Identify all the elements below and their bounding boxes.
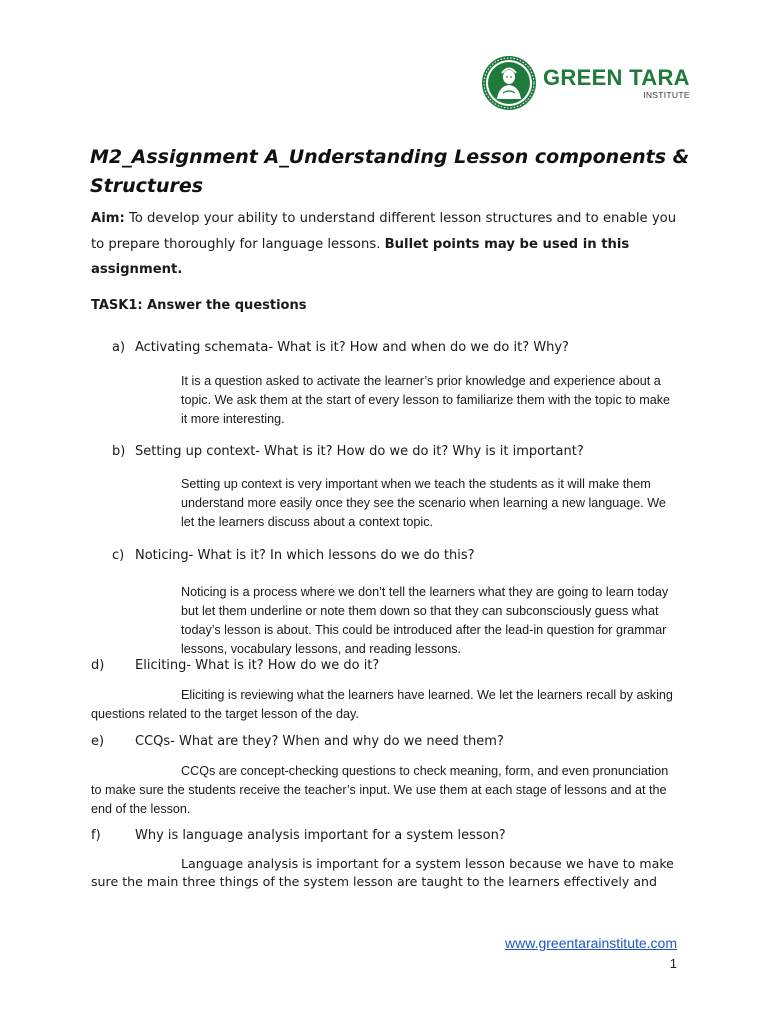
question-label: d): [91, 658, 105, 673]
logo-subtitle: INSTITUTE: [643, 89, 690, 100]
question-a: [112, 339, 569, 357]
page-number: 1: [669, 956, 677, 971]
answer-c: Noticing is a process where we don’t tell the learners what they are going to learn today but let them underline or note them down so that they can subconsciously guess what today’s lesson is about. This could be introduced after the lead-in question for grammar lessons, vocabulary lessons, and reading lessons.: [181, 585, 669, 656]
question-d: [91, 657, 379, 675]
green-tara-emblem-icon: [481, 55, 537, 111]
question-f: [91, 827, 506, 845]
logo-name: GREEN TARA: [543, 64, 690, 90]
question-text: Why is language analysis important for a system lesson?: [135, 828, 506, 843]
answer-a: It is a question asked to activate the learner’s prior knowledge and experience about a topic. We ask them at the start of every lesson to familiarize them with the topic to make it more interesting.: [181, 374, 671, 426]
aim-text: To develop your ability to understand different lesson structures and to enable you to prepare thoroughly for language lessons.: [91, 211, 677, 252]
answer-b: Setting up context is very important when we teach the students as it will make them understand more easily once they see the scenario when learning a new language. We let the learners discuss about a context topic.: [181, 477, 666, 529]
answer-d: Eliciting is reviewing what the learners have learned. We let the learners recall by asking questions related to the target lesson of the day.: [91, 688, 673, 721]
question-c: [112, 547, 475, 565]
question-text: Activating schemata- What is it? How and when do we do it? Why?: [135, 340, 569, 355]
question-label: e): [91, 734, 105, 749]
aim-paragraph: [91, 206, 691, 283]
question-label: b): [112, 444, 126, 459]
document-title: M2_Assignment A_Understanding Lesson components & Structures: [90, 146, 690, 197]
question-b: [112, 443, 584, 461]
question-label: c): [112, 548, 125, 563]
question-e: [91, 733, 504, 751]
institute-logo: [481, 55, 690, 111]
aim-label: Aim:: [91, 211, 125, 226]
answer-f: Language analysis is important for a system lesson because we have to make sure the main three things of the system lesson are taught to the learners effectively and: [91, 856, 674, 889]
question-text: Setting up context- What is it? How do we do it? Why is it important?: [135, 444, 584, 459]
question-text: Eliciting- What is it? How do we do it?: [135, 658, 380, 673]
website-link[interactable]: www.greentarainstitute.com: [505, 935, 677, 951]
aim-bold-note: Bullet points may be used in this assignment.: [91, 236, 630, 277]
question-text: CCQs- What are they? When and why do we need them?: [135, 734, 504, 749]
question-label: f): [91, 828, 101, 843]
question-label: a): [112, 340, 126, 355]
answer-e: CCQs are concept-checking questions to check meaning, form, and even pronunciation to make sure the students receive the teacher’s input. We use them at each stage of lessons and at the end of the lesson.: [91, 764, 669, 816]
question-text: Noticing- What is it? In which lessons do we do this?: [135, 548, 475, 563]
task-heading: TASK1: Answer the questions: [91, 298, 307, 313]
